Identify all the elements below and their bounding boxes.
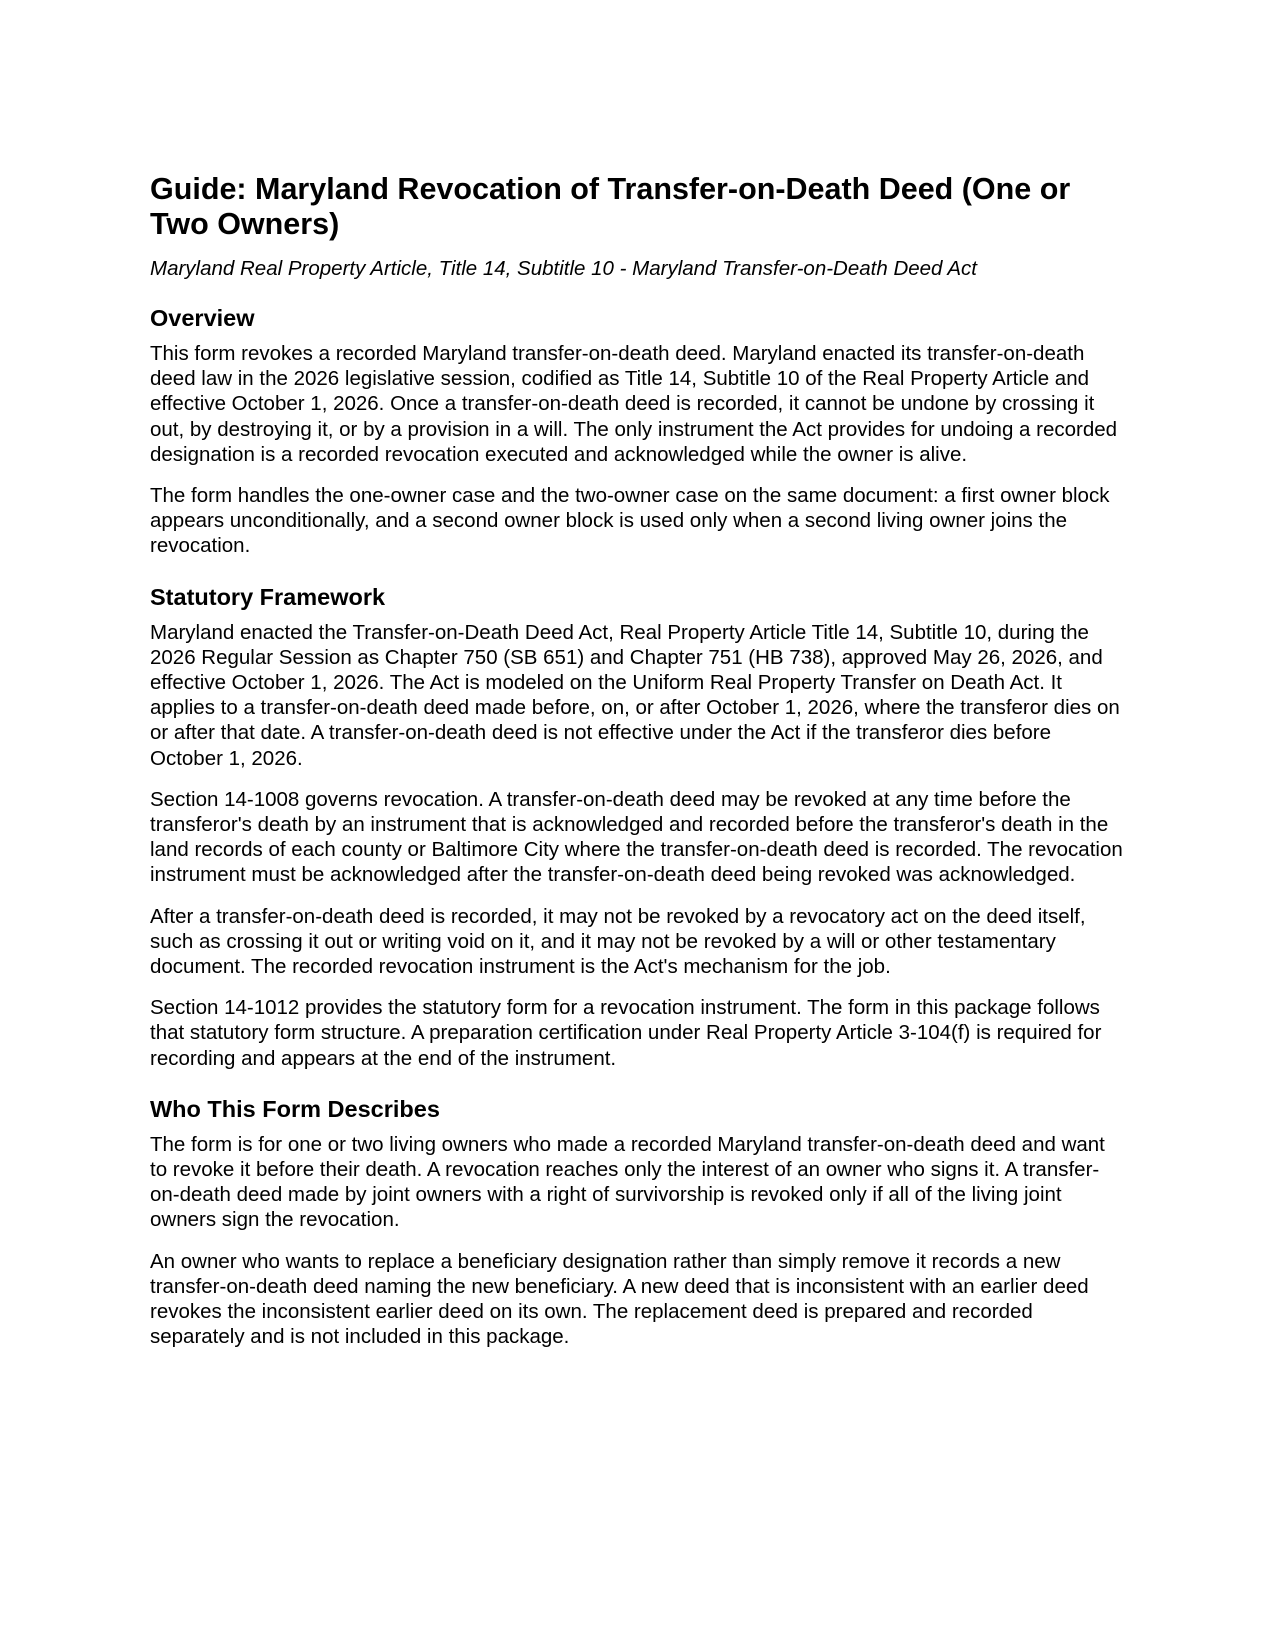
paragraph: Section 14-1012 provides the statutory form for a revocation instrument. The form in this package follows that statutory form structure. A preparation certification under Real Property Article 3-104(f) is required for recording and appears at the end of the instrument.: [150, 996, 1102, 1070]
paragraph: An owner who wants to replace a beneficiary designation rather than simply remove it records a new transfer-on-death deed naming the new beneficiary. A new deed that is inconsistent with an earlier deed revokes the inconsistent earlier deed on its own. The replacement deed is prepared and recorded separately and is not included in this package.: [150, 1249, 1089, 1349]
document-title: Guide: Maryland Revocation of Transfer-on-Death Deed (One or Two Owners): [150, 172, 1071, 241]
section-statutory-framework: [150, 583, 1125, 1071]
section-heading: Who This Form Describes: [150, 1095, 440, 1122]
paragraph: The form handles the one-owner case and the two-owner case on the same document: a first owner block appears unconditionally, and a second owner block is used only when a second living owner joins the revocation.: [150, 484, 1110, 558]
document-subtitle: Maryland Real Property Article, Title 14, Subtitle 10 - Maryland Transfer-on-Death Deed Act: [150, 257, 978, 280]
document-page: [150, 172, 1125, 1374]
paragraph: Section 14-1008 governs revocation. A transfer-on-death deed may be revoked at any time before the transferor's death by an instrument that is acknowledged and recorded before the transferor's death in the land records of each county or Baltimore City where the transfer-on-death deed is recorded. The revocation instrument must be acknowledged after the transfer-on-death deed being revoked was acknowledged.: [150, 787, 1123, 887]
section-heading: Overview: [150, 305, 255, 331]
section-heading: Statutory Framework: [150, 583, 386, 610]
section-who-this-form-describes: [150, 1095, 1125, 1350]
section-overview: [150, 304, 1125, 559]
paragraph: Maryland enacted the Transfer-on-Death Deed Act, Real Property Article Title 14, Subtitle 10, during the 2026 Regular Session as Chapter 750 (SB 651) and Chapter 751 (HB 738), approved May 26, 2026, and effective October 1, 2026. The Act is modeled on the Uniform Real Property Transfer on Death Act. It applies to a transfer-on-death deed made before, on, or after October 1, 2026, where the transferor dies on or after that date. A transfer-on-death deed is not effective under the Act if the transferor dies before October 1, 2026.: [150, 620, 1120, 770]
paragraph: This form revokes a recorded Maryland transfer-on-death deed. Maryland enacted its transfer-on-death deed law in the 2026 legislative session, codified as Title 14, Subtitle 10 of the Real Property Article and effective October 1, 2026. Once a transfer-on-death deed is recorded, it cannot be undone by crossing it out, by destroying it, or by a provision in a will. The only instrument the Act provides for undoing a recorded designation is a recorded revocation executed and acknowledged while the owner is alive.: [150, 342, 1118, 466]
paragraph: After a transfer-on-death deed is recorded, it may not be revoked by a revocatory act on the deed itself, such as crossing it out or writing void on it, and it may not be revoked by a will or other testamentary document. The recorded revocation instrument is the Act's mechanism for the job.: [150, 904, 1086, 979]
paragraph: The form is for one or two living owners who made a recorded Maryland transfer-on-death deed and want to revoke it before their death. A revocation reaches only the interest of an owner who signs it. A transfer-on-death deed made by joint owners with a right of survivorship is revoked only if all of the living joint owners sign the revocation.: [150, 1132, 1105, 1232]
